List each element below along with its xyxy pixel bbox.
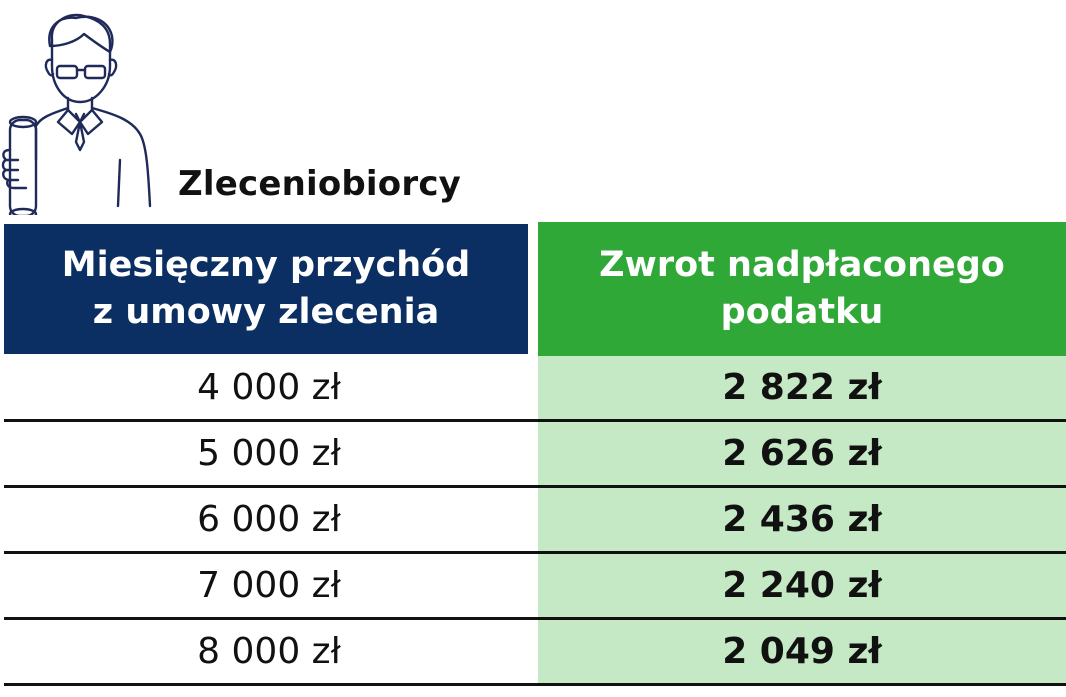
income-cell: 6 000 zł — [197, 499, 341, 540]
table-row — [4, 356, 1066, 422]
refund-cell: 2 049 zł — [538, 620, 1066, 683]
column-header-refund-label: Zwrot nadpłaconego podatku — [599, 245, 1005, 332]
businessman-with-scroll-icon — [0, 10, 160, 215]
income-cell: 4 000 zł — [197, 367, 341, 408]
refund-cell: 2 436 zł — [538, 488, 1066, 551]
income-cell: 5 000 zł — [197, 433, 341, 474]
table-row — [4, 554, 1066, 620]
refund-cell: 2 822 zł — [538, 356, 1066, 419]
table-row — [4, 422, 1066, 488]
table-row — [4, 620, 1066, 686]
column-header-refund — [538, 222, 1066, 356]
refund-cell: 2 626 zł — [538, 422, 1066, 485]
column-header-income — [4, 224, 528, 354]
data-table-body — [4, 356, 1066, 686]
refund-cell: 2 240 zł — [538, 554, 1066, 617]
column-header-income-label: Miesięczny przychód z umowy zlecenia — [61, 245, 471, 332]
income-cell: 7 000 zł — [197, 565, 341, 606]
income-cell: 8 000 zł — [197, 631, 341, 672]
table-row — [4, 488, 1066, 554]
page-title: Zleceniobiorcy — [178, 164, 462, 204]
